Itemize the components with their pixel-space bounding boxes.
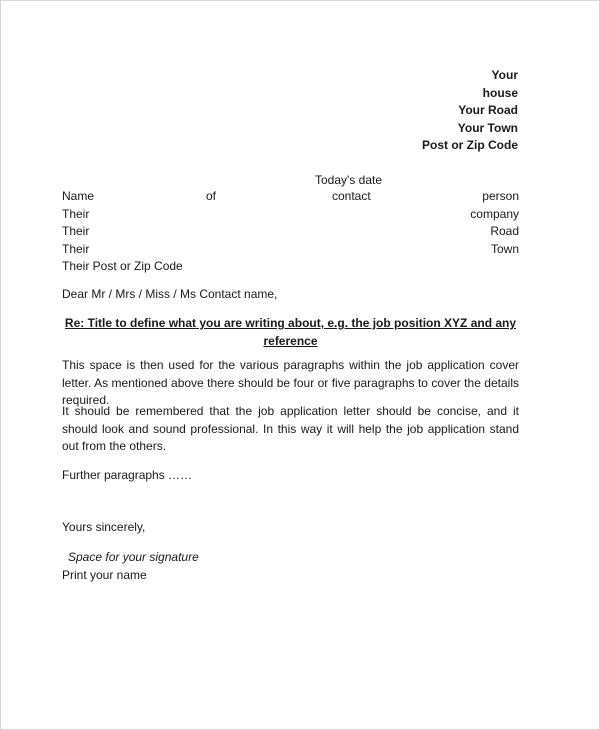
recipient-line	[62, 188, 519, 206]
recipient-line	[62, 206, 519, 224]
recipient-word: company	[470, 206, 519, 221]
recipient-word: contact	[332, 189, 371, 203]
recipient-word: of	[206, 189, 217, 203]
sender-line: Post or Zip Code	[422, 138, 518, 152]
body-paragraph: It should be remembered that the job application letter should be concise, and it should look and sound professional. In this way it will help the job application stand out from the others.	[62, 404, 519, 453]
closing: Yours sincerely,	[62, 520, 146, 534]
sender-line: Your Town	[457, 120, 518, 135]
recipient-word: Name	[62, 189, 95, 203]
recipient-address	[62, 188, 519, 276]
sender-address	[422, 67, 518, 155]
body-paragraph: Further paragraphs ……	[62, 468, 193, 482]
salutation: Dear Mr / Mrs / Miss / Ms Contact name,	[62, 287, 278, 301]
recipient-line	[62, 258, 519, 276]
recipient-word: Their Post or Zip Code	[62, 259, 183, 273]
body-paragraph: This space is then used for the various paragraphs within the job application cover letter. As mentioned above there should be four or five paragraphs to cover the details required.	[62, 358, 519, 407]
recipient-word: Their	[62, 241, 90, 256]
sender-line: Your	[491, 68, 518, 82]
recipient-word: person	[482, 189, 519, 203]
letter-date: Today's date	[315, 173, 383, 187]
print-name: Print your name	[62, 568, 147, 582]
subject-line: Re: Title to define what you are writing about, e.g. the job position XYZ and any reference	[64, 316, 517, 348]
recipient-word: Road	[490, 224, 519, 238]
recipient-word: Their	[62, 206, 90, 221]
signature-placeholder: Space for your signature	[68, 550, 199, 564]
sender-line: Your Road	[458, 103, 518, 117]
recipient-word: Town	[490, 241, 519, 256]
recipient-word: Their	[62, 224, 90, 238]
sender-line: house	[482, 85, 518, 100]
recipient-line	[62, 223, 519, 241]
recipient-line	[62, 241, 519, 259]
